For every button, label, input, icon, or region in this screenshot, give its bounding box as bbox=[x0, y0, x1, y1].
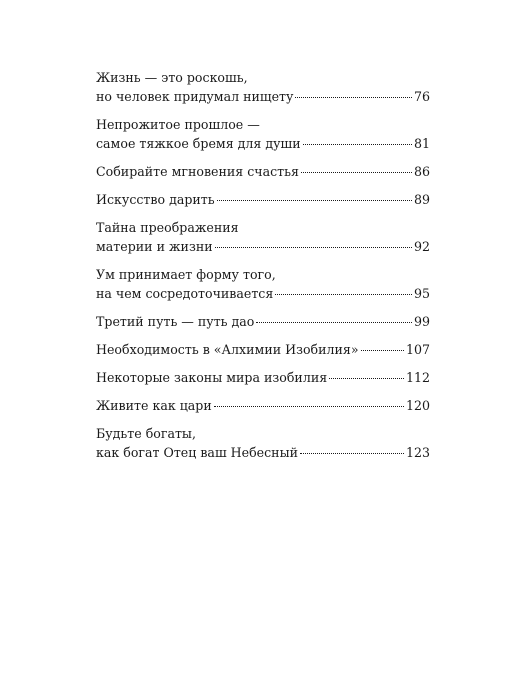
toc-entry-title: Жизнь — это роскошь, bbox=[96, 70, 248, 85]
toc-page-number: 92 bbox=[413, 239, 430, 254]
toc-page-number: 95 bbox=[413, 286, 430, 301]
toc-entry bbox=[96, 340, 430, 359]
toc-entry-title: но человек придумал нищету bbox=[96, 89, 294, 104]
toc-entry bbox=[96, 68, 430, 106]
toc-entry-line bbox=[96, 396, 430, 415]
toc-entry bbox=[96, 368, 430, 387]
toc-entry-line bbox=[96, 68, 430, 87]
toc-entry bbox=[96, 162, 430, 181]
toc-entry-title: Третий путь — путь дао bbox=[96, 314, 255, 329]
toc-entry-line bbox=[96, 284, 430, 303]
toc-page-number: 112 bbox=[405, 370, 430, 385]
toc-entry-title: Живите как цари bbox=[96, 398, 212, 413]
toc-entry-title: Собирайте мгновения счастья bbox=[96, 164, 299, 179]
toc-entry-title: Тайна преображения bbox=[96, 220, 239, 235]
toc-entry bbox=[96, 190, 430, 209]
toc-entry-line bbox=[96, 162, 430, 181]
toc-page-number: 89 bbox=[413, 192, 430, 207]
toc-entry-line bbox=[96, 134, 430, 153]
toc-page-number: 107 bbox=[405, 342, 430, 357]
toc-entry bbox=[96, 312, 430, 331]
toc-entry bbox=[96, 396, 430, 415]
toc-entry-line bbox=[96, 424, 430, 443]
toc-entry-line bbox=[96, 443, 430, 462]
toc-entry-line bbox=[96, 265, 430, 284]
toc-entry-title: Необходимость в «Алхимии Изобилия» bbox=[96, 342, 359, 357]
toc-entry bbox=[96, 424, 430, 462]
toc-entry-title: Некоторые законы мира изобилия bbox=[96, 370, 328, 385]
toc-page-number: 120 bbox=[405, 398, 430, 413]
toc-entry-line bbox=[96, 115, 430, 134]
dot-leader bbox=[295, 97, 412, 98]
toc-entry-title: Будьте богаты, bbox=[96, 426, 196, 441]
toc-entry-line bbox=[96, 368, 430, 387]
table-of-contents bbox=[96, 68, 430, 471]
dot-leader bbox=[214, 406, 404, 407]
toc-page-number: 99 bbox=[413, 314, 430, 329]
toc-entry-line bbox=[96, 237, 430, 256]
toc-entry-line bbox=[96, 312, 430, 331]
toc-page-number: 123 bbox=[405, 445, 430, 460]
toc-entry-title: Искусство дарить bbox=[96, 192, 215, 207]
toc-entry-title: материи и жизни bbox=[96, 239, 213, 254]
toc-entry bbox=[96, 265, 430, 303]
toc-entry-title: Ум принимает форму того, bbox=[96, 267, 276, 282]
toc-page-number: 81 bbox=[413, 136, 430, 151]
toc-entry-line bbox=[96, 87, 430, 106]
toc-entry-title: Непрожитое прошлое — bbox=[96, 117, 260, 132]
toc-entry bbox=[96, 218, 430, 256]
dot-leader bbox=[217, 200, 412, 201]
dot-leader bbox=[301, 172, 412, 173]
toc-entry-line bbox=[96, 190, 430, 209]
toc-page-number: 86 bbox=[413, 164, 430, 179]
toc-entry-title: как богат Отец ваш Небесный bbox=[96, 445, 298, 460]
dot-leader bbox=[329, 378, 404, 379]
toc-entry bbox=[96, 115, 430, 153]
dot-leader bbox=[256, 322, 412, 323]
toc-entry-title: самое тяжкое бремя для души bbox=[96, 136, 301, 151]
dot-leader bbox=[300, 453, 404, 454]
toc-entry-line bbox=[96, 218, 430, 237]
toc-page-number: 76 bbox=[413, 89, 430, 104]
toc-entry-line bbox=[96, 340, 430, 359]
toc-entry-title: на чем сосредоточивается bbox=[96, 286, 274, 301]
dot-leader bbox=[215, 247, 412, 248]
dot-leader bbox=[275, 294, 412, 295]
dot-leader bbox=[361, 350, 404, 351]
dot-leader bbox=[303, 144, 412, 145]
